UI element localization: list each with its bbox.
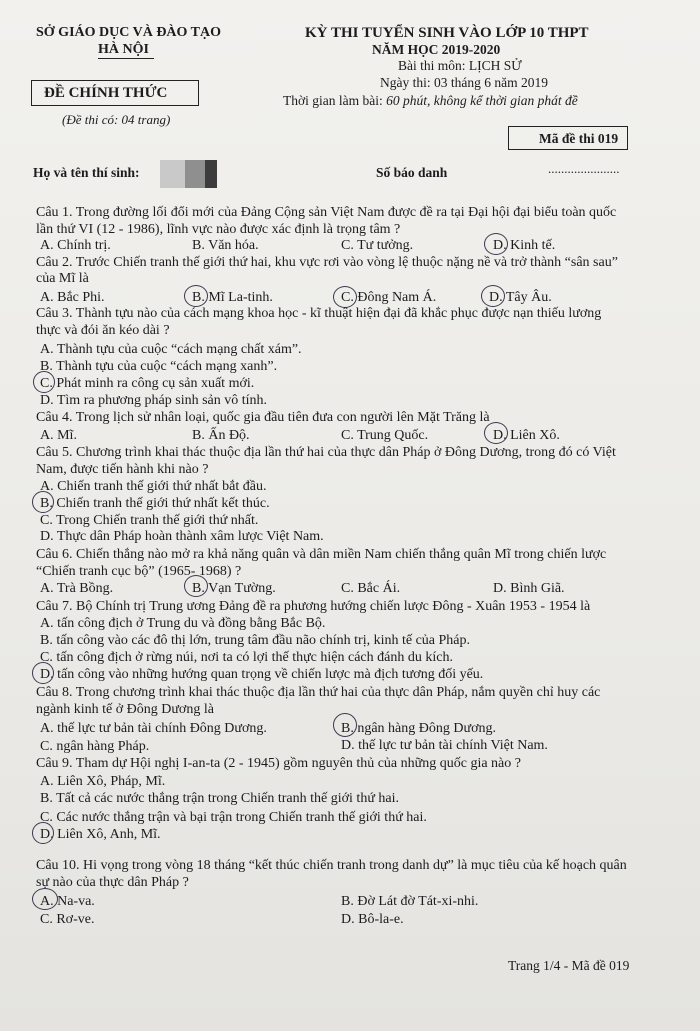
q6-option-c: C. Bắc Ái. (341, 581, 401, 596)
q10-option-d: D. Bô-la-e. (341, 912, 404, 927)
q3-option-c: C. Phát minh ra công cụ sản xuất mới. (40, 376, 255, 391)
question-3-stem-cont: thực và đói ăn kéo dài ? (36, 323, 170, 338)
question-2-stem-cont: của Mĩ là (36, 271, 89, 286)
q7-option-a: A. tấn công địch ở Trung du và đồng bằng Bắc Bộ. (40, 616, 326, 631)
q8-option-a: A. thế lực tư bản tài chính Đông Dương. (40, 721, 267, 736)
question-2-stem: Câu 2. Trước Chiến tranh thế giới thứ hai, khu vực rơi vào vòng lệ thuộc nặng nề và trở thành “sân sau” (36, 255, 618, 270)
q5-option-b: B. Chiến tranh thế giới thứ nhất kết thúc. (40, 496, 270, 511)
question-3-stem: Câu 3. Thành tựu nào của cách mạng khoa học - kĩ thuật hiện đại đã khắc phục được nạn thiếu lương (36, 306, 602, 321)
question-1-stem-cont: lần thứ VI (12 - 1986), lĩnh vực nào được xác định là trọng tâm ? (36, 222, 401, 237)
candidate-id-label: Số báo danh (376, 165, 448, 180)
q3-option-b: B. Thành tựu của cuộc “cách mạng xanh”. (40, 359, 278, 374)
department-name: SỞ GIÁO DỤC VÀ ĐÀO TẠO (36, 25, 222, 40)
q4-option-b: B. Ấn Độ. (192, 428, 250, 443)
candidate-name-label: Họ và tên thí sinh: (33, 165, 140, 180)
q4-option-d: D. Liên Xô. (493, 428, 560, 443)
question-6-stem-cont: “Chiến tranh cục bộ” (1965- 1968) ? (36, 564, 242, 579)
q6-option-a: A. Trà Bồng. (40, 581, 114, 596)
q2-option-c: C. Đông Nam Á. (341, 290, 437, 305)
q3-option-d: D. Tìm ra phương pháp sinh sản vô tính. (40, 393, 268, 408)
q3-option-a: A. Thành tựu của cuộc “cách mạng chất xám”. (40, 342, 302, 357)
q5-option-d: D. Thực dân Pháp hoàn thành xâm lược Việt Nam. (40, 529, 324, 544)
q2-option-b: B. Mĩ La-tinh. (192, 290, 273, 305)
q7-option-c: C. tấn công địch ở rừng núi, nơi ta có lợi thế thực hiện cách đánh du kích. (40, 650, 453, 665)
question-5-stem-cont: Nam, được tiến hành khi nào ? (36, 462, 209, 477)
pages-note: (Đề thi có: 04 trang) (62, 112, 171, 127)
q6-option-b: B. Vạn Tường. (192, 581, 276, 596)
question-4-stem: Câu 4. Trong lịch sử nhân loại, quốc gia đầu tiên đưa con người lên Mặt Trăng là (36, 410, 490, 425)
exam-title: KỲ THI TUYỂN SINH VÀO LỚP 10 THPT (305, 25, 589, 41)
q6-option-d: D. Bình Giã. (493, 581, 565, 596)
question-9-stem: Câu 9. Tham dự Hội nghị I-an-ta (2 - 1945) gồm nguyên thủ của những quốc gia nào ? (36, 756, 521, 771)
q2-option-d: D. Tây Âu. (489, 290, 552, 305)
q1-option-a: A. Chính trị. (40, 238, 111, 253)
question-10-stem-cont: sự nào của thực dân Pháp ? (36, 875, 189, 890)
question-10-stem: Câu 10. Hi vọng trong vòng 18 tháng “kết thúc chiến tranh trong danh dự” là mục tiêu của kế hoạch quân (36, 858, 627, 873)
q10-option-c: C. Rơ-ve. (40, 912, 95, 927)
q10-option-a: A. Na-va. (40, 894, 95, 909)
q9-option-c: C. Các nước thắng trận và bại trận trong Chiến tranh thế giới thứ hai. (40, 810, 427, 825)
question-5-stem: Câu 5. Chương trình khai thác thuộc địa lần thứ hai của thực dân Pháp ở Đông Dương, trong đó có Việt (36, 445, 616, 460)
q9-option-d: D. Liên Xô, Anh, Mĩ. (40, 827, 161, 842)
redacted-block-3 (205, 160, 217, 188)
question-8-stem: Câu 8. Trong chương trình khai thác thuộc địa lần thứ hai của thực dân Pháp, nắm quyền chỉ huy các (36, 685, 601, 700)
city-underline (98, 58, 154, 59)
q9-option-b: B. Tất cả các nước thắng trận trong Chiến tranh thế giới thứ hai. (40, 791, 400, 806)
redacted-block-2 (185, 160, 205, 188)
subject-line: Bài thi môn: LỊCH SỬ (398, 58, 522, 73)
school-year: NĂM HỌC 2019-2020 (372, 42, 501, 57)
q8-option-d: D. thế lực tư bản tài chính Việt Nam. (341, 738, 548, 753)
candidate-id-dots: ...................... (548, 161, 620, 176)
official-exam-box: ĐỀ CHÍNH THỨC (31, 80, 199, 106)
q2-option-a: A. Bắc Phi. (40, 290, 105, 305)
q4-option-a: A. Mĩ. (40, 428, 77, 443)
q8-option-b: B. ngân hàng Đông Dương. (341, 721, 496, 736)
question-8-stem-cont: ngành kinh tế ở Đông Dương là (36, 702, 214, 717)
q1-option-c: C. Tư tưởng. (341, 238, 414, 253)
question-1-stem: Câu 1. Trong đường lối đổi mới của Đảng Cộng sản Việt Nam được đề ra tại Đại hội đại biểu toàn quốc (36, 205, 617, 220)
redacted-block-1 (160, 160, 185, 188)
page-footer: Trang 1/4 - Mã đề 019 (508, 958, 630, 973)
question-7-stem: Câu 7. Bộ Chính trị Trung ương Đảng đề ra phương hướng chiến lược Đông - Xuân 1953 - 1954 là (36, 599, 591, 614)
q4-option-c: C. Trung Quốc. (341, 428, 429, 443)
q1-option-b: B. Văn hóa. (192, 238, 259, 253)
department-city: HÀ NỘI (98, 42, 149, 57)
q5-option-a: A. Chiến tranh thế giới thứ nhất bắt đầu. (40, 479, 267, 494)
time-allowed: Thời gian làm bài: 60 phút, không kể thời gian phát đề (283, 93, 578, 108)
q9-option-a: A. Liên Xô, Pháp, Mĩ. (40, 774, 166, 789)
exam-date: Ngày thi: 03 tháng 6 năm 2019 (380, 75, 548, 90)
q7-option-d: D. tấn công vào những hướng quan trọng về chiến lược mà địch tương đối yếu. (40, 667, 484, 682)
q8-option-c: C. ngân hàng Pháp. (40, 739, 150, 754)
exam-code-box: Mã đề thi 019 (508, 126, 628, 150)
q10-option-b: B. Đờ Lát đờ Tát-xi-nhi. (341, 894, 479, 909)
q7-option-b: B. tấn công vào các đô thị lớn, trung tâm đầu não chính trị, kinh tế của Pháp. (40, 633, 471, 648)
question-6-stem: Câu 6. Chiến thắng nào mở ra khả năng quân và dân miền Nam chiến thắng quân Mĩ trong chiến lược (36, 547, 607, 562)
q1-option-d: D. Kinh tế. (493, 238, 556, 253)
q5-option-c: C. Trong Chiến tranh thế giới thứ nhất. (40, 513, 259, 528)
